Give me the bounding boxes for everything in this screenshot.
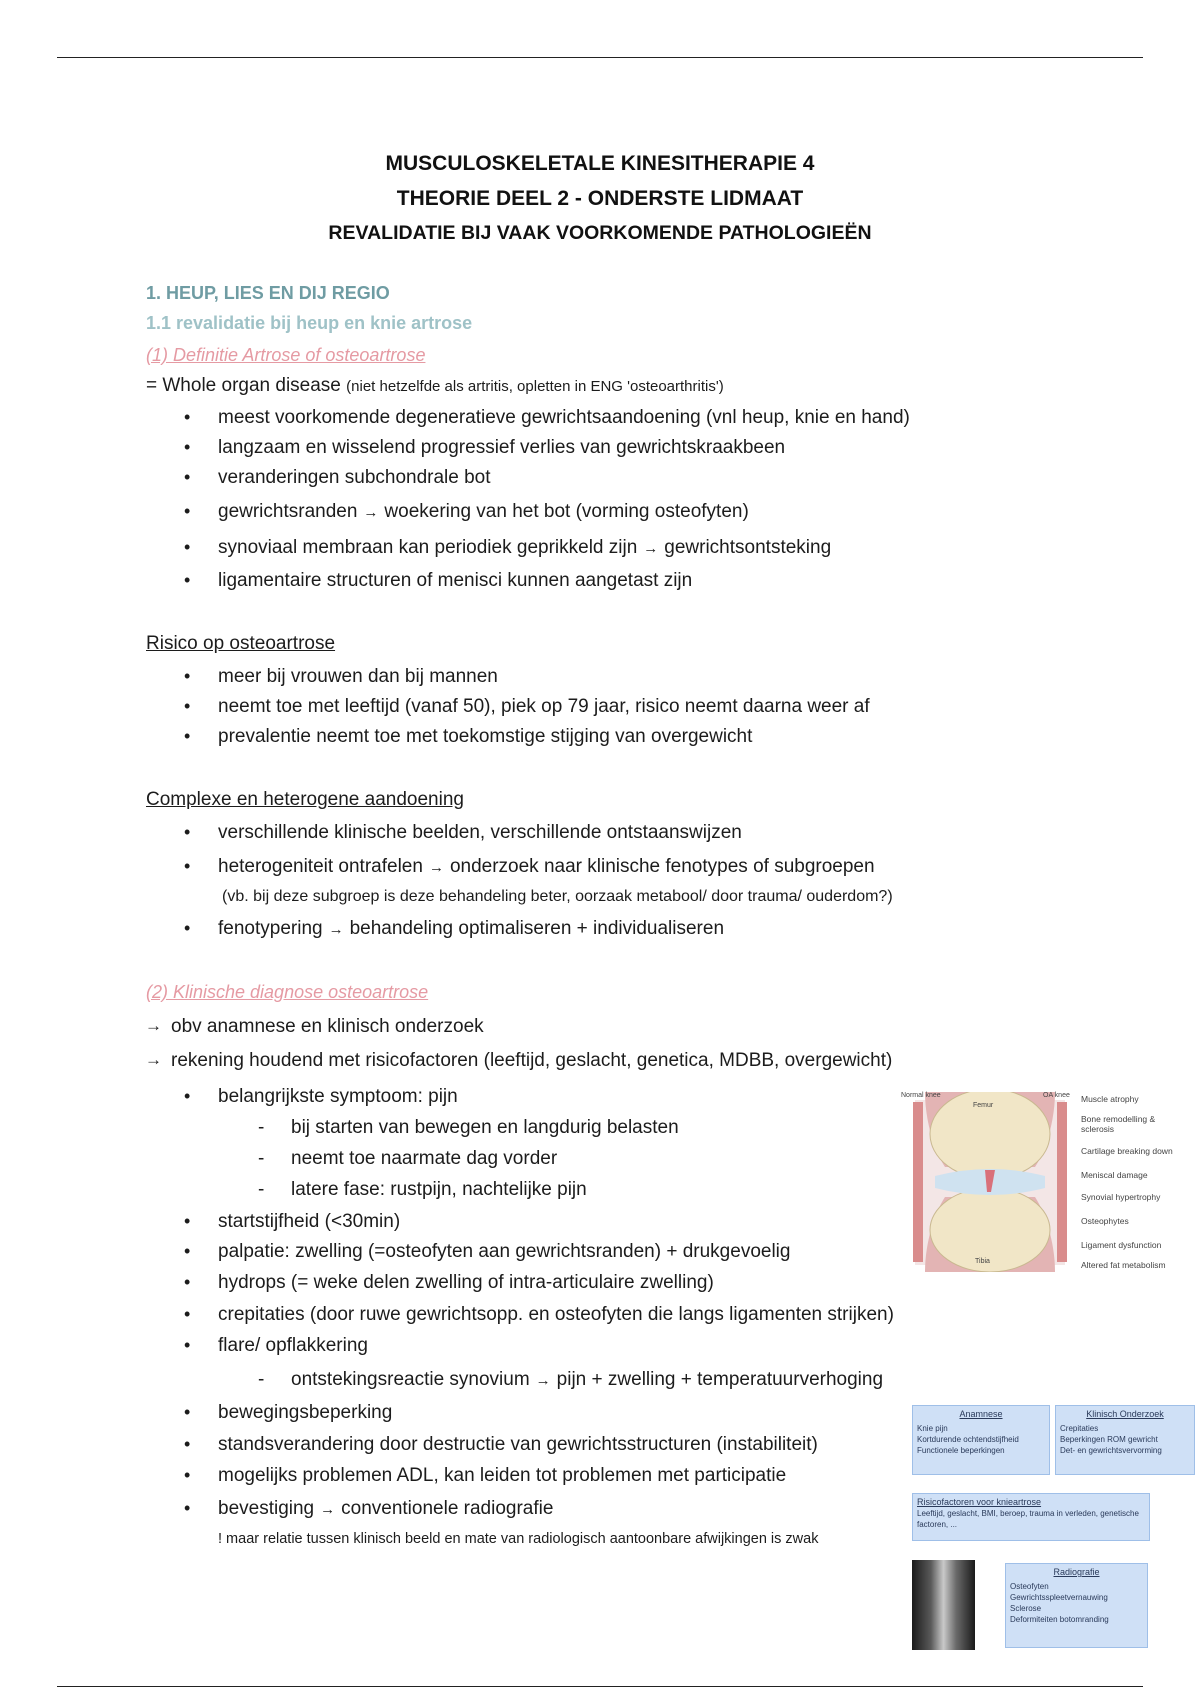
diagnosis-bullet: • belangrijkste symptoom: pijn — [218, 1086, 458, 1108]
diagnosis-heading: (2) Klinische diagnose osteoartrose — [146, 982, 429, 1002]
definition-bullet: • veranderingen subchondrale bot — [218, 467, 491, 489]
title-line-2: THEORIE DEEL 2 - ONDERSTE LIDMAAT — [396, 187, 804, 210]
figure-label: Bone remodelling & sclerosis — [1081, 1114, 1156, 1134]
diagnosis-line: → rekening houdend met risicofactoren (leeftijd, geslacht, genetica, MDBB, overgewicht) — [171, 1050, 892, 1072]
knee-xray-image — [912, 1560, 975, 1650]
section-heading: 1. HEUP, LIES EN DIJ REGIO — [146, 283, 390, 303]
figure-label: Muscle atrophy — [1081, 1094, 1139, 1104]
bullet-text-rest: conventionele radiografie — [341, 1498, 554, 1519]
klinisch-title: Klinisch Onderzoek — [1086, 1409, 1164, 1419]
diagnosis-line: → obv anamnese en klinisch onderzoek — [171, 1016, 484, 1038]
bullet-text-rest: behandeling optimaliseren + individualiseren — [349, 918, 725, 939]
subsection-heading: 1.1 revalidatie bij heup en knie artrose — [146, 313, 473, 333]
diagnosis-bullet: • crepitaties (door ruwe gewrichtsopp. en osteofyten die langs ligamenten strijken) — [218, 1304, 894, 1326]
figure-label: Osteophytes — [1081, 1216, 1129, 1226]
definition-heading: (1) Definitie Artrose of osteoartrose — [146, 345, 426, 365]
radio-line: Gewrichtsspleetvernauwing — [1010, 1593, 1108, 1602]
footer-rule — [57, 1686, 1143, 1687]
bullet-text: gewrichtsranden — [218, 501, 358, 522]
arrow-icon: → — [643, 540, 659, 557]
arrow-icon: → — [428, 859, 444, 876]
anamnese-title: Anamnese — [959, 1409, 1003, 1419]
complex-heading: Complexe en heterogene aandoening — [146, 789, 464, 810]
pain-sub-item: - neemt toe naarmate dag vorder — [291, 1148, 557, 1170]
radiografie-box — [1005, 1563, 1148, 1648]
figure-label: Synovial hypertrophy — [1081, 1192, 1161, 1202]
figure-label: Altered fat metabolism — [1081, 1260, 1166, 1270]
klinisch-onderzoek-box — [1055, 1405, 1195, 1475]
tibia-label: Tibia — [975, 1258, 990, 1265]
bullet-text: synoviaal membraan kan periodiek geprikkeld zijn — [218, 537, 638, 558]
figure-label: Meniscal damage — [1081, 1170, 1148, 1180]
arrow-icon: → — [363, 504, 379, 521]
bullet-text: fenotypering — [218, 918, 323, 939]
risico-title: Risicofactoren voor knieartrose — [917, 1497, 1042, 1507]
definition-intro — [146, 375, 724, 397]
risicofactoren-box — [912, 1493, 1150, 1541]
anamnese-box — [912, 1405, 1050, 1475]
pain-sub-item: - bij starten van bewegen en langdurig belasten — [291, 1117, 679, 1139]
flare-sub-item — [291, 1369, 883, 1391]
complex-bullet — [218, 918, 724, 940]
complex-note: (vb. bij deze subgroep is deze behandeling beter, oorzaak metabool/ door trauma/ ouderdom?) — [222, 888, 893, 905]
radio-line: Osteofyten — [1010, 1582, 1049, 1591]
diagnosis-bullet: • standsverandering door destructie van gewrichtsstructuren (instabiliteit) — [218, 1434, 818, 1456]
title-line-1: MUSCULOSKELETALE KINESITHERAPIE 4 — [385, 152, 815, 175]
definition-bullet: • langzaam en wisselend progressief verlies van gewrichtskraakbeen — [218, 437, 785, 459]
diagnosis-bullet: • flare/ opflakkering — [218, 1335, 368, 1357]
diagnosis-bullet — [218, 1498, 553, 1520]
confirm-note: ! maar relatie tussen klinisch beeld en mate van radiologisch aantoonbare afwijkingen is zwak — [218, 1531, 819, 1547]
radio-title: Radiografie — [1053, 1567, 1100, 1577]
diagnosis-bullet: • startstijfheid (<30min) — [218, 1211, 400, 1233]
definition-bullet — [218, 501, 749, 523]
normal-knee-label: Normal knee — [901, 1092, 941, 1099]
radio-line: Deformiteiten botomranding — [1010, 1615, 1109, 1624]
diagnosis-bullet: • mogelijks problemen ADL, kan leiden tot problemen met participatie — [218, 1465, 786, 1487]
arrow-icon: → — [535, 1372, 551, 1389]
radio-line: Sclerose — [1010, 1604, 1042, 1613]
flare-sub-text: ontstekingsreactie synovium — [291, 1369, 530, 1390]
bullet-text: heterogeniteit ontrafelen — [218, 856, 423, 877]
knee-osteoarthritis-figure — [901, 1092, 1180, 1272]
risk-heading: Risico op osteoartrose — [146, 633, 336, 654]
bullet-text-rest: onderzoek naar klinische fenotypes of subgroepen — [449, 856, 875, 877]
definition-intro-text: = Whole organ disease — [146, 375, 341, 396]
risk-bullet: • meer bij vrouwen dan bij mannen — [218, 666, 498, 688]
figure-label: Ligament dysfunction — [1081, 1240, 1162, 1250]
complex-bullet — [218, 856, 875, 878]
anamnese-line: Kortdurende ochtendstijfheid — [917, 1435, 1019, 1444]
document-titles — [0, 146, 1200, 251]
complex-bullet: • verschillende klinische beelden, verschillende ontstaanswijzen — [218, 822, 742, 844]
anamnese-line: Knie pijn — [917, 1424, 948, 1433]
definition-bullet: • meest voorkomende degeneratieve gewrichtsaandoening (vnl heup, knie en hand) — [218, 407, 910, 429]
klinisch-line: Det- en gewrichtsvervorming — [1060, 1446, 1162, 1455]
diagnosis-bullet: • hydrops (= weke delen zwelling of intra-articulaire zwelling) — [218, 1272, 714, 1294]
diagnosis-bullet: • bewegingsbeperking — [218, 1402, 392, 1424]
diagnosis-bullet: • palpatie: zwelling (=osteofyten aan gewrichtsranden) + drukgevoelig — [218, 1241, 790, 1263]
risk-bullet: • prevalentie neemt toe met toekomstige stijging van overgewicht — [218, 726, 752, 748]
anamnese-line: Functionele beperkingen — [917, 1446, 1005, 1455]
header-rule — [57, 57, 1143, 58]
definition-bullet: • ligamentaire structuren of menisci kunnen aangetast zijn — [218, 570, 692, 592]
klinisch-line: Crepitaties — [1060, 1424, 1099, 1433]
flare-sub-rest: pijn + zwelling + temperatuurverhoging — [556, 1369, 884, 1390]
figure-label: Cartilage breaking down — [1081, 1146, 1173, 1156]
pain-sub-item: - latere fase: rustpijn, nachtelijke pijn — [291, 1179, 587, 1201]
definition-bullet — [218, 537, 831, 559]
arrow-icon: → — [328, 921, 344, 938]
klinisch-line: Beperkingen ROM gewricht — [1060, 1435, 1158, 1444]
arrow-icon: → — [320, 1501, 336, 1518]
bullet-text-rest: woekering van het bot (vorming osteofyten) — [384, 501, 749, 522]
bullet-text: bevestiging — [218, 1498, 315, 1519]
risk-bullet: • neemt toe met leeftijd (vanaf 50), piek op 79 jaar, risico neemt daarna weer af — [218, 696, 870, 718]
knee-joint-illustration — [905, 1092, 1075, 1272]
definition-note: (niet hetzelfde als artritis, opletten in ENG 'osteoarthritis') — [346, 378, 724, 395]
femur-label: Femur — [973, 1102, 994, 1109]
oa-knee-label: OA knee — [1043, 1092, 1070, 1099]
bullet-text-rest: gewrichtsontsteking — [664, 537, 832, 558]
risico-text: Leeftijd, geslacht, BMI, beroep, trauma in verleden, genetische factoren, ... — [917, 1509, 1139, 1529]
title-line-3: REVALIDATIE BIJ VAAK VOORKOMENDE PATHOLOGIEËN — [328, 222, 872, 244]
